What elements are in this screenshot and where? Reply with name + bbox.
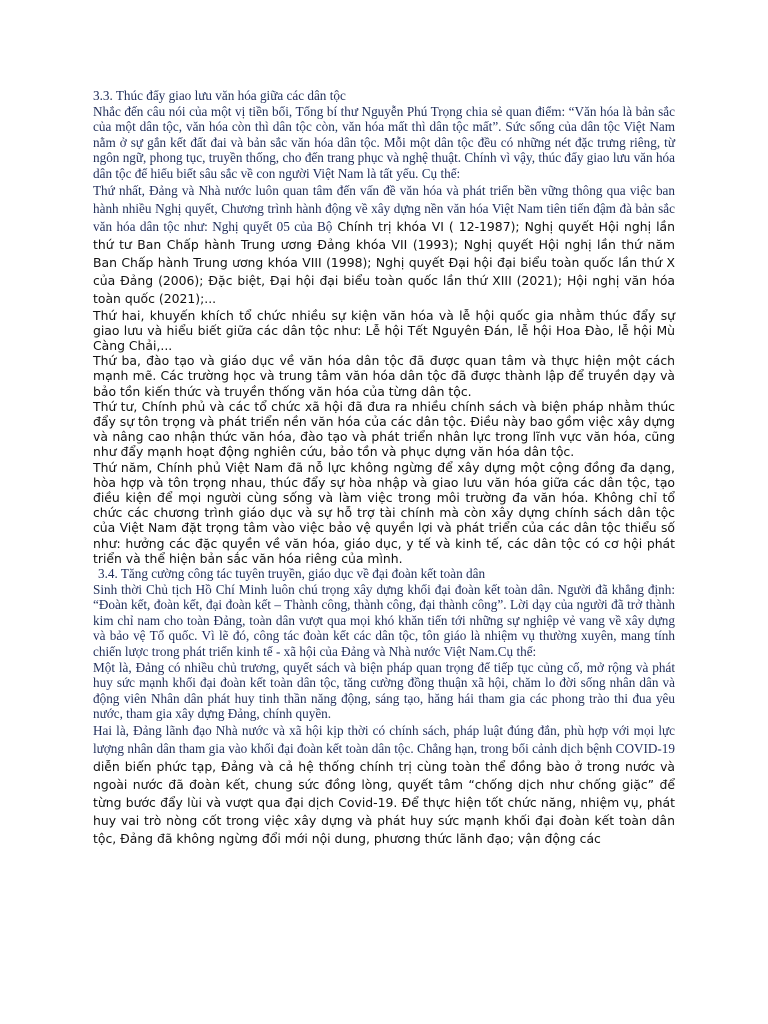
- section-3-4-point-1: Một là, Đảng có nhiều chủ trương, quyết sách và biện pháp quan trọng để tiếp tục củng cố, mở rộng và phát huy sức mạnh khối đại đoàn kết toàn dân tộc, tăng cường đồng thuận xã hội, chăm lo đời sống nhân dân và động viên Nhân dân phát huy tinh thần năng động, sáng tạo, hăng hái tham gia các phong trào thi đua yêu nước, tham gia xây dựng Đảng, chính quyền.: [93, 659, 675, 722]
- document-page: [93, 88, 675, 848]
- point-2-sans-text: diễn biến phức tạp, Đảng và cả hệ thống chính trị cùng toàn thể đồng bào ở trong nước và ngoài nước đã đoàn kết, chung sức đồng lòng, quyết tâm “chống dịch như chống giặc” để từng bước đẩy lùi và vượt qua đại dịch Covid-19. Để thực hiện tốt chức năng, nhiệm vụ, phát huy vai trò nòng cốt trong việc xây dựng và phát huy sức mạnh khối đại đoàn kết toàn dân tộc, Đảng đã không ngừng đổi mới nội dung, phương thức lãnh đạo; vận động các: [93, 758, 675, 846]
- point-1-serif-text: Thứ nhất, Đảng và Nhà nước luôn quan tâm đến vấn đề văn hóa và phát triển bền vững thông qua việc ban hành nhiều Nghị quyết, Chương trình hành động về xây dựng nền văn hóa Việt Nam tiên tiến đậm đà bản sắc văn hóa dân tộc như: Nghị quyết 05 của Bộ: [93, 182, 675, 234]
- section-3-3-point-1: [93, 182, 675, 308]
- section-3-4-point-2: [93, 722, 675, 848]
- section-3-3-point-2: Thứ hai, khuyến khích tổ chức nhiều sự kiện văn hóa và lễ hội quốc gia nhằm thúc đẩy sự giao lưu và hiểu biết giữa các dân tộc như: Lễ hội Tết Nguyên Đán, lễ hội Hoa Đào, lễ hội Mù Càng Chải,...: [93, 307, 675, 353]
- section-3-3-point-3: Thứ ba, đào tạo và giáo dục về văn hóa dân tộc đã được quan tâm và thực hiện một cách mạnh mẽ. Các trường học và trung tâm văn hóa dân tộc đã được thành lập để truyền dạy và bảo tồn kiến thức và truyền thống văn hóa của từng dân tộc.: [93, 353, 675, 399]
- section-3-3-point-4: Thứ tư, Chính phủ và các tổ chức xã hội đã đưa ra nhiều chính sách và biện pháp nhằm thúc đẩy sự tôn trọng và phát triển nền văn hóa của các dân tộc. Điều này bao gồm việc xây dựng và nâng cao nhận thức văn hóa, đào tạo và phát triển nhân lực trong lĩnh vực văn hóa, cũng như đẩy mạnh hoạt động nghiên cứu, bảo tồn và phục dựng văn hóa dân tộc.: [93, 398, 675, 460]
- section-3-4-heading: 3.4. Tăng cường công tác tuyên truyền, giáo dục về đại đoàn kết toàn dân: [98, 566, 486, 582]
- section-3-4-intro: Sinh thời Chủ tịch Hồ Chí Minh luôn chú trọng xây dựng khối đại đoàn kết toàn dân. Người đã khẳng định: “Đoàn kết, đoàn kết, đại đoàn kết – Thành công, thành công, đại thành công”. Lời dạy của người đã trở thành kim chỉ nam cho toàn Đảng, toàn dân vượt qua mọi khó khăn tiến tới những sự nghiệp vẻ vang về xây dựng và bảo vệ Tổ quốc. Vì lẽ đó, công tác đoàn kết các dân tộc, tôn giáo là nhiệm vụ thường xuyên, mang tính chiến lược trong phát triển kinh tế - xã hội của Đảng và Nhà nước Việt Nam.Cụ thể:: [93, 581, 675, 659]
- section-3-3-intro: Nhắc đến câu nói của một vị tiền bối, Tổng bí thư Nguyễn Phú Trọng chia sẻ quan điểm: “Văn hóa là bản sắc của một dân tộc, văn hóa còn thì dân tộc còn, văn hóa mất thì dân tộc mất”. Sức sống của dân tộc Việt Nam nằm ở sự gắn kết đất đai và bản sắc văn hóa dân tộc. Mỗi một dân tộc đều có những nét đặc trưng riêng, từ ngôn ngữ, phong tục, truyền thống, cho đến trang phục và nghệ thuật. Chính vì vậy, thúc đẩy giao lưu văn hóa dân tộc để hiểu biết sâu sắc về con người Việt Nam là tất yếu. Cụ thể:: [93, 103, 675, 181]
- section-3-3-heading: 3.3. Thúc đẩy giao lưu văn hóa giữa các dân tộc: [93, 88, 346, 103]
- point-1-sans-text: Chính trị khóa VI ( 12-1987); Nghị quyết Hội nghị lần thứ tư Ban Chấp hành Trung ương Đảng khóa VII (1993); Nghị quyết Hội nghị lần thứ năm Ban Chấp hành Trung ương khóa VIII (1998); Nghị quyết Đại hội đại biểu toàn quốc lần thứ X của Đảng (2006); Đặc biệt, Đại hội đại biểu toàn quốc lần thứ XIII (2021); Hội nghị văn hóa toàn quốc (2021);...: [93, 218, 675, 306]
- point-2-serif-text: Hai là, Đảng lãnh đạo Nhà nước và xã hội kịp thời có chính sách, pháp luật đúng đắn, phù hợp với mọi lực lượng nhân dân tham gia vào khối đại đoàn kết toàn dân tộc. Chẳng hạn, trong bối cảnh dịch bệnh COVID-19: [93, 722, 675, 756]
- section-3-3-point-5: Thứ năm, Chính phủ Việt Nam đã nỗ lực không ngừng để xây dựng một cộng đồng đa dạng, hòa hợp và tôn trọng nhau, thúc đẩy sự hòa nhập và giao lưu văn hóa giữa các dân tộc, tạo điều kiện để mọi người cùng sống và làm việc trong môi trường đa văn hóa. Không chỉ tổ chức các chương trình giáo dục và sự hỗ trợ tài chính mà còn xây dựng chính sách dân tộc của Việt Nam đặt trọng tâm vào việc bảo vệ quyền lợi và phát triển của các dân tộc thiểu số như: hưởng các đặc quyền về văn hóa, giáo dục, y tế và kinh tế, các dân tộc có cơ hội phát triển và thể hiện bản sắc văn hóa riêng của mình.: [93, 459, 675, 566]
